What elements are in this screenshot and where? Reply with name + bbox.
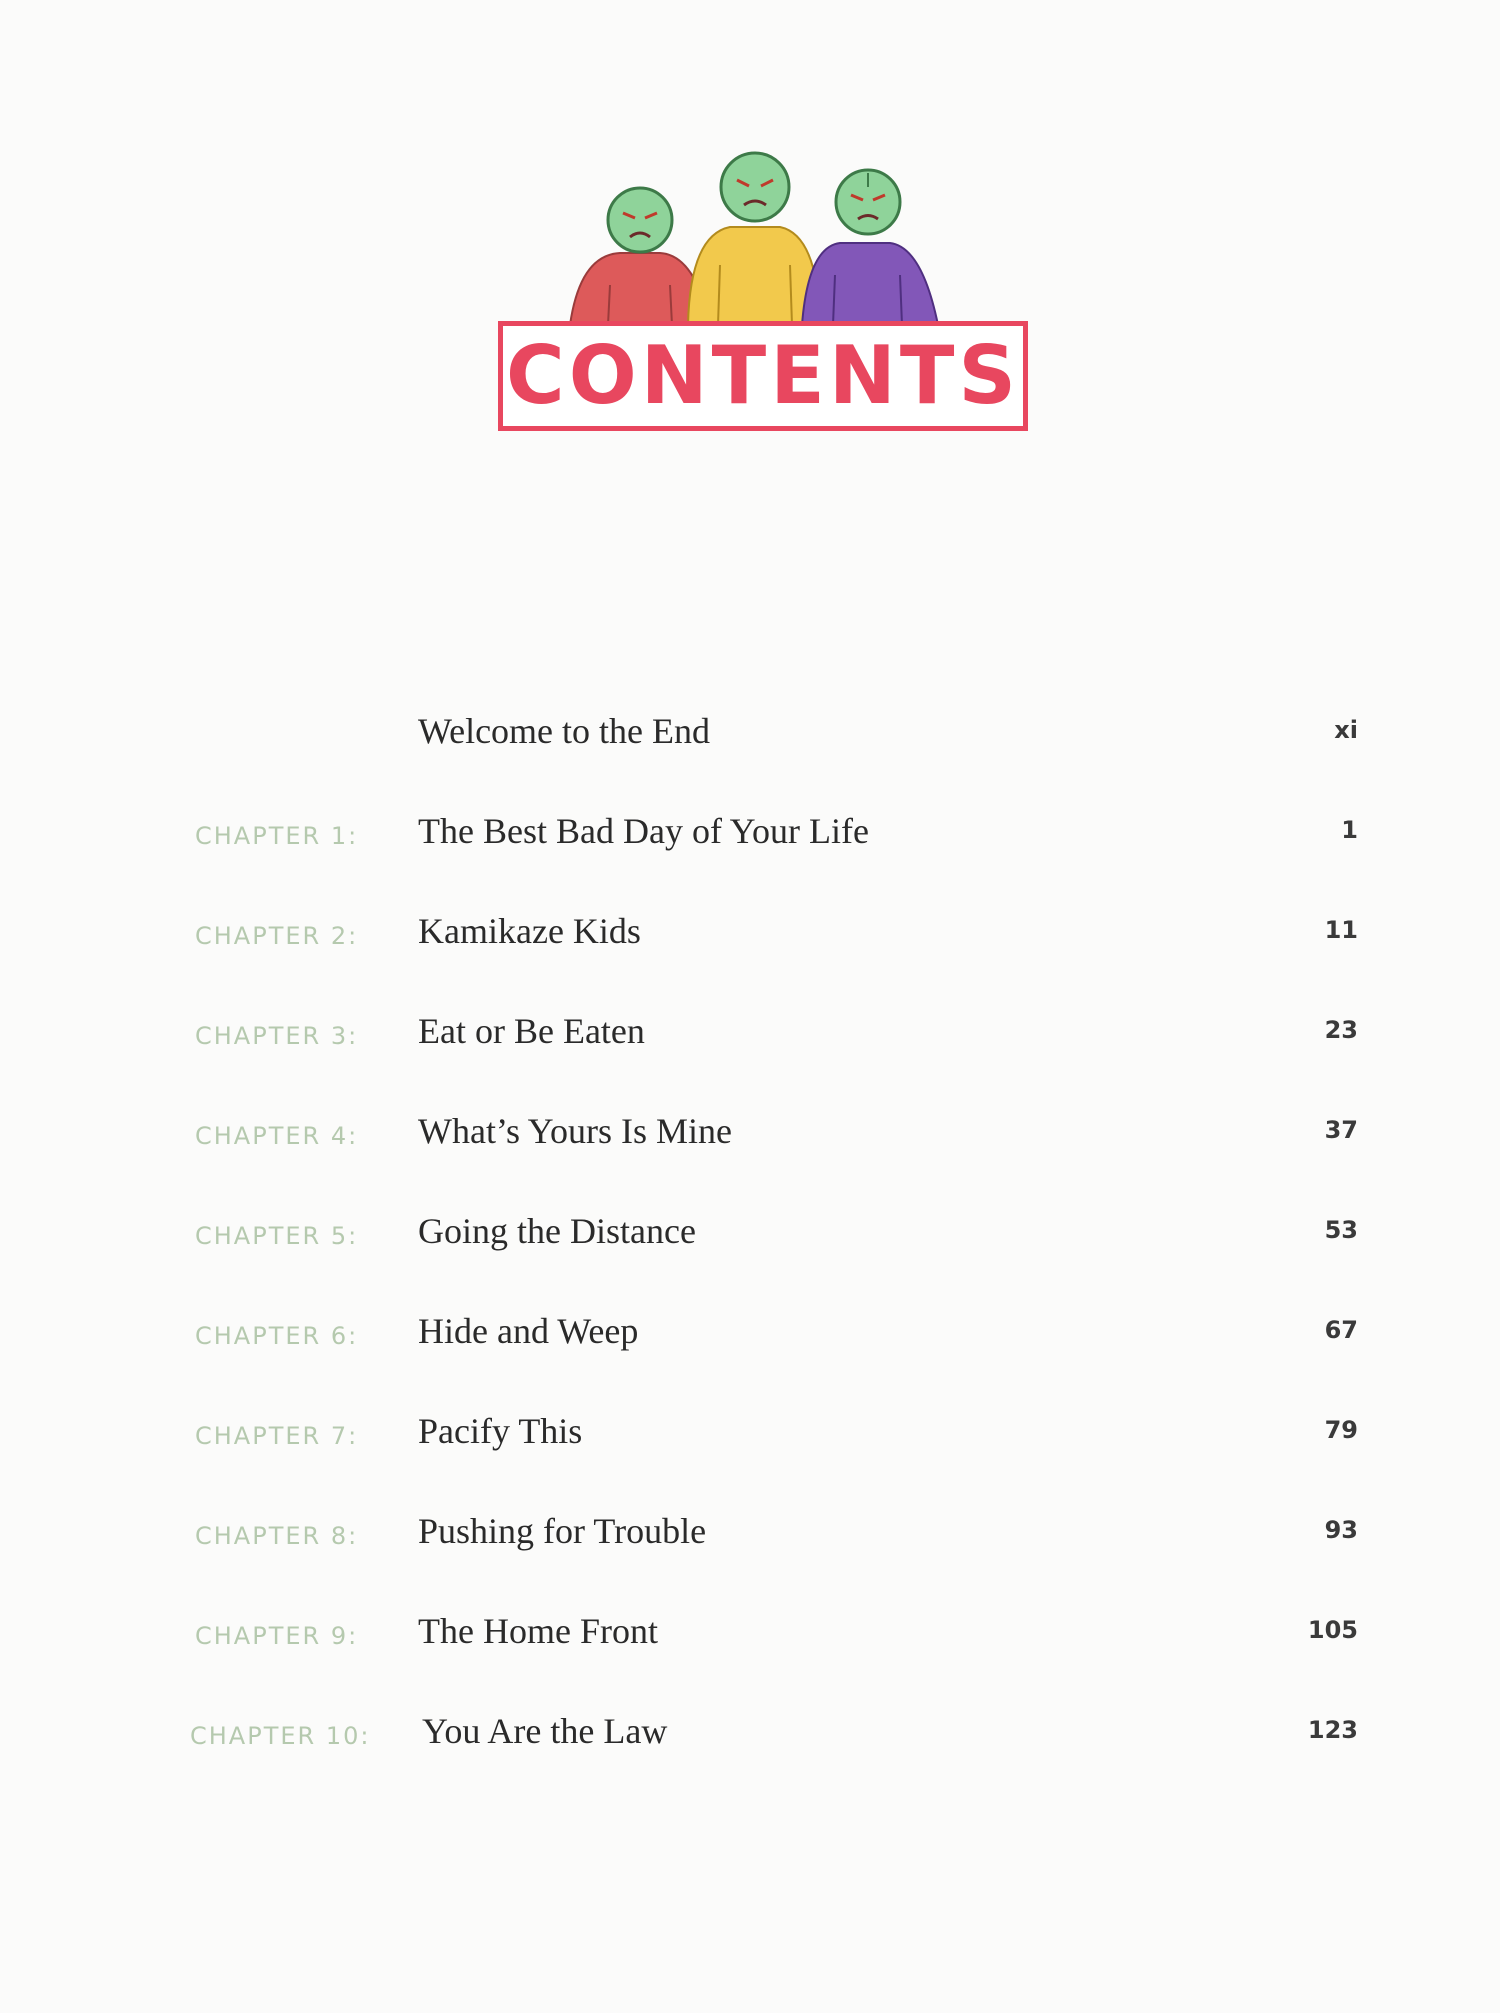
entry-title: The Best Bad Day of Your Life	[418, 811, 869, 851]
page-number: 1	[1341, 816, 1358, 844]
toc-entry-chapter-9[interactable]	[0, 1600, 1500, 1660]
page-number: 79	[1324, 1416, 1358, 1444]
toc-entry-chapter-6[interactable]	[0, 1300, 1500, 1360]
toc-entry-chapter-5[interactable]	[0, 1200, 1500, 1260]
purple-zombie-figure	[802, 170, 938, 325]
entry-title: What’s Yours Is Mine	[418, 1111, 733, 1151]
entry-title: Going the Distance	[418, 1211, 696, 1251]
page-number: 53	[1324, 1216, 1358, 1244]
entry-title: The Home Front	[418, 1611, 658, 1651]
entry-title: Pushing for Trouble	[418, 1511, 707, 1551]
entry-title: You Are the Law	[422, 1711, 668, 1751]
chapter-label: CHAPTER 2:	[195, 922, 359, 950]
page-number: 105	[1307, 1616, 1358, 1644]
page-number: 11	[1324, 916, 1358, 944]
chapter-label: CHAPTER 3:	[195, 1022, 359, 1050]
page-number: xi	[1334, 716, 1358, 744]
page-number: 37	[1324, 1116, 1358, 1144]
toc-entry-chapter-4[interactable]	[0, 1100, 1500, 1160]
chapter-label: CHAPTER 7:	[195, 1422, 359, 1450]
chapter-label: CHAPTER 9:	[195, 1622, 359, 1650]
toc-entry-chapter-10[interactable]	[0, 1700, 1500, 1760]
toc-entry-intro[interactable]	[0, 700, 1500, 760]
chapter-label: CHAPTER 10:	[190, 1722, 371, 1750]
entry-title: Pacify This	[418, 1411, 583, 1451]
chapter-label: CHAPTER 6:	[195, 1322, 359, 1350]
toc-entry-chapter-2[interactable]	[0, 900, 1500, 960]
entry-title: Kamikaze Kids	[418, 911, 641, 951]
page-number: 67	[1324, 1316, 1358, 1344]
toc-entry-chapter-8[interactable]	[0, 1500, 1500, 1560]
chapter-label: CHAPTER 4:	[195, 1122, 359, 1150]
page-number: 23	[1324, 1016, 1358, 1044]
chapter-label: CHAPTER 5:	[195, 1222, 359, 1250]
page-number: 123	[1307, 1716, 1358, 1744]
yellow-zombie-figure	[688, 153, 820, 325]
entry-title: Eat or Be Eaten	[418, 1011, 645, 1051]
entry-title: Welcome to the End	[418, 711, 711, 751]
chapter-label: CHAPTER 1:	[195, 822, 359, 850]
chapter-label: CHAPTER 8:	[195, 1522, 359, 1550]
toc-entry-chapter-1[interactable]	[0, 800, 1500, 860]
page-number: 93	[1324, 1516, 1358, 1544]
entry-title: Hide and Weep	[418, 1311, 639, 1351]
toc-entry-chapter-7[interactable]	[0, 1400, 1500, 1460]
page-title: CONTENTS	[505, 329, 1021, 422]
toc-entry-chapter-3[interactable]	[0, 1000, 1500, 1060]
contents-title-box	[498, 321, 1028, 431]
